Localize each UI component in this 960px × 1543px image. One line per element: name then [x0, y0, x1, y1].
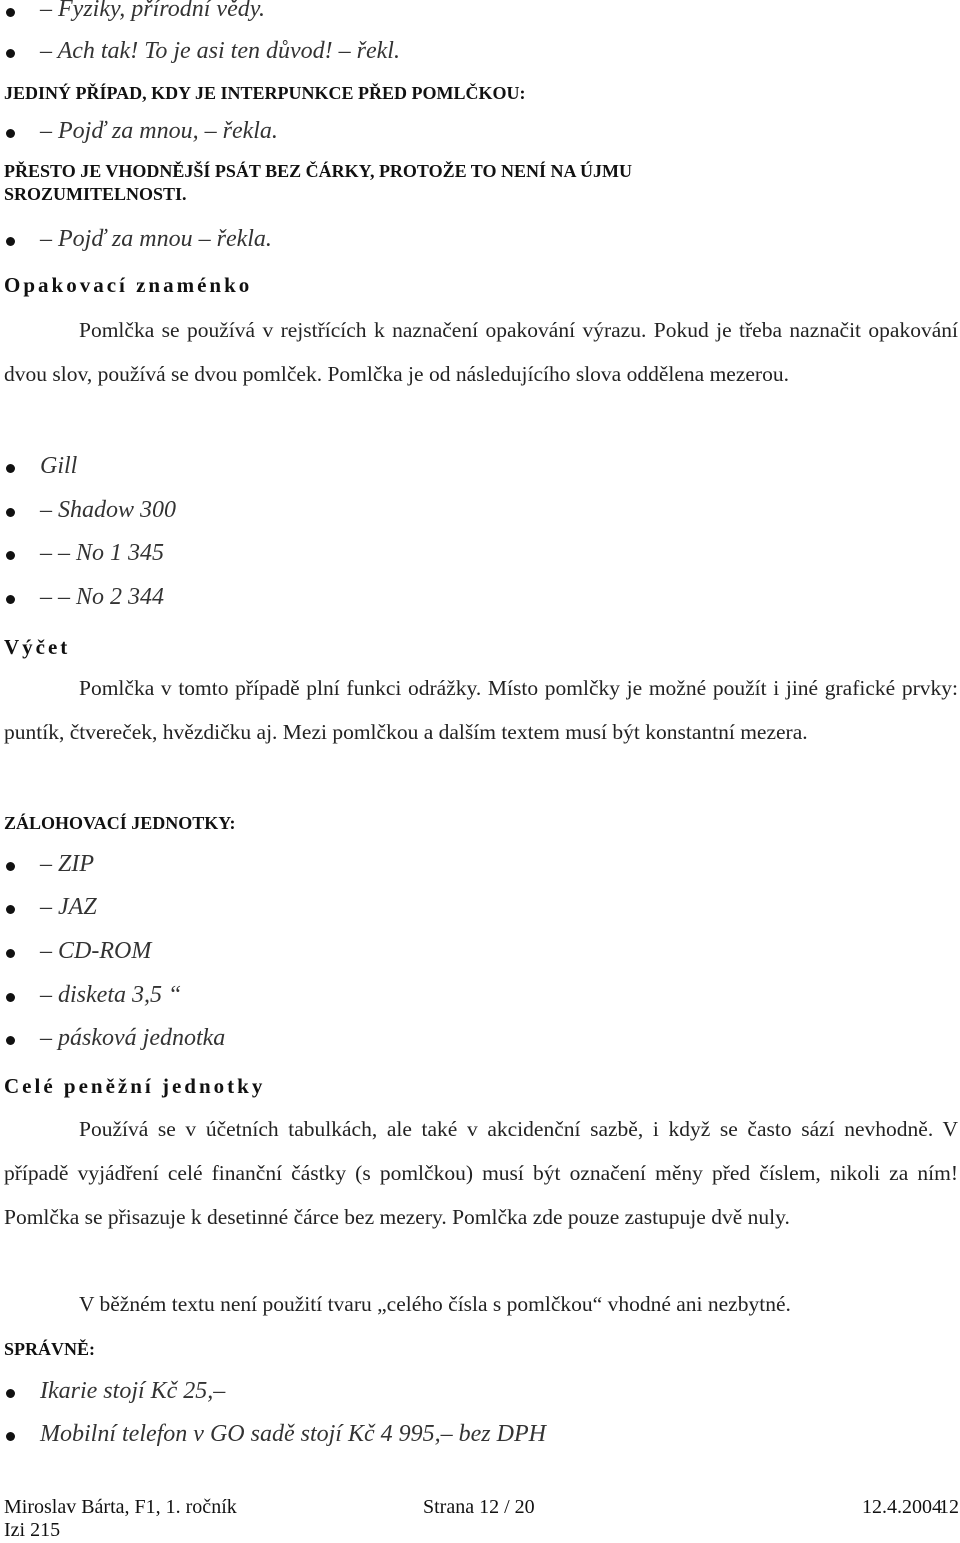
section-caps-heading: JEDINÝ PŘÍPAD, KDY JE INTERPUNKCE PŘED POMLČKOU:	[4, 83, 526, 103]
bullet-icon	[6, 1036, 15, 1045]
section-heading: Opakovací znaménko	[4, 273, 253, 297]
list-item: – Shadow 300	[40, 497, 177, 523]
footer-date: 12.4.2004	[862, 1496, 942, 1518]
bullet-icon	[6, 993, 15, 1002]
paragraph: Používá se v účetních tabulkách, ale také v akcidenční sazbě, i když se často sází nevhodně. V případě vyjádření celé finanční částky (s pomlčkou) musí být označení měny před číslem, nikoli za ním! Pomlčka se přisazuje k desetinné čárce bez mezery. Pomlčka zde pouze zastupuje dvě nuly.	[4, 1117, 958, 1229]
list-item: Mobilní telefon v GO sadě stojí Kč 4 995,– bez DPH	[40, 1421, 546, 1447]
list-item: Gill	[40, 453, 78, 479]
list-item: – – No 2 344	[40, 584, 165, 610]
list-item: – Fyziky, přírodní vědy.	[40, 0, 266, 22]
bullet-icon	[6, 464, 15, 473]
footer-author: Miroslav Bárta, F1, 1. ročník	[4, 1496, 237, 1518]
bullet-icon	[6, 8, 15, 17]
list-item: – disketa 3,5 “	[40, 982, 182, 1008]
bullet-icon	[6, 862, 15, 871]
footer-page-overlay: 12	[939, 1496, 959, 1518]
list-item: Ikarie stojí Kč 25,–	[40, 1378, 226, 1404]
bullet-icon	[6, 508, 15, 517]
paragraph: Pomlčka se používá v rejstřících k naznačení opakování výrazu. Pokud je třeba naznačit opakování dvou slov, používá se dvou pomlček. Pomlčka je od následujícího slova oddělena mezerou.	[4, 318, 958, 386]
section-caps-heading: ZÁLOHOVACÍ JEDNOTKY:	[4, 813, 236, 833]
section-heading: Celé peněžní jednotky	[4, 1074, 266, 1098]
paragraph: V běžném textu není použití tvaru „celého čísla s pomlčkou“ vhodné ani nezbytné.	[79, 1292, 791, 1316]
list-item: – – No 1 345	[40, 540, 165, 566]
footer-page-number: Strana 12 / 20	[423, 1496, 535, 1518]
list-item: – Pojď za mnou – řekla.	[40, 226, 272, 252]
list-item: – Ach tak! To je asi ten důvod! – řekl.	[40, 38, 400, 64]
section-caps-heading: SPRÁVNĚ:	[4, 1339, 96, 1359]
bullet-icon	[6, 949, 15, 958]
list-item: – JAZ	[40, 894, 97, 920]
bullet-icon	[6, 49, 15, 58]
footer-room: Izi 215	[4, 1519, 61, 1541]
bullet-icon	[6, 551, 15, 560]
paragraph: Pomlčka v tomto případě plní funkci odrážky. Místo pomlčky je možné použít i jiné grafické prvky: puntík, čtvereček, hvězdičku aj. Mezi pomlčkou a dalším textem musí být konstantní mezera.	[4, 676, 958, 744]
bullet-icon	[6, 595, 15, 604]
bullet-icon	[6, 1389, 15, 1398]
bullet-icon	[6, 1432, 15, 1441]
list-item: – ZIP	[40, 851, 94, 877]
list-item: – CD-ROM	[40, 938, 152, 964]
section-caps-heading: SROZUMITELNOSTI.	[4, 184, 187, 204]
list-item: – pásková jednotka	[40, 1025, 226, 1051]
bullet-icon	[6, 237, 15, 246]
list-item: – Pojď za mnou, – řekla.	[40, 118, 278, 144]
section-caps-heading: PŘESTO JE VHODNĚJŠÍ PSÁT BEZ ČÁRKY, PROTOŽE TO NENÍ NA ÚJMU	[4, 161, 632, 181]
bullet-icon	[6, 905, 15, 914]
section-heading: Výčet	[4, 635, 71, 659]
bullet-icon	[6, 129, 15, 138]
